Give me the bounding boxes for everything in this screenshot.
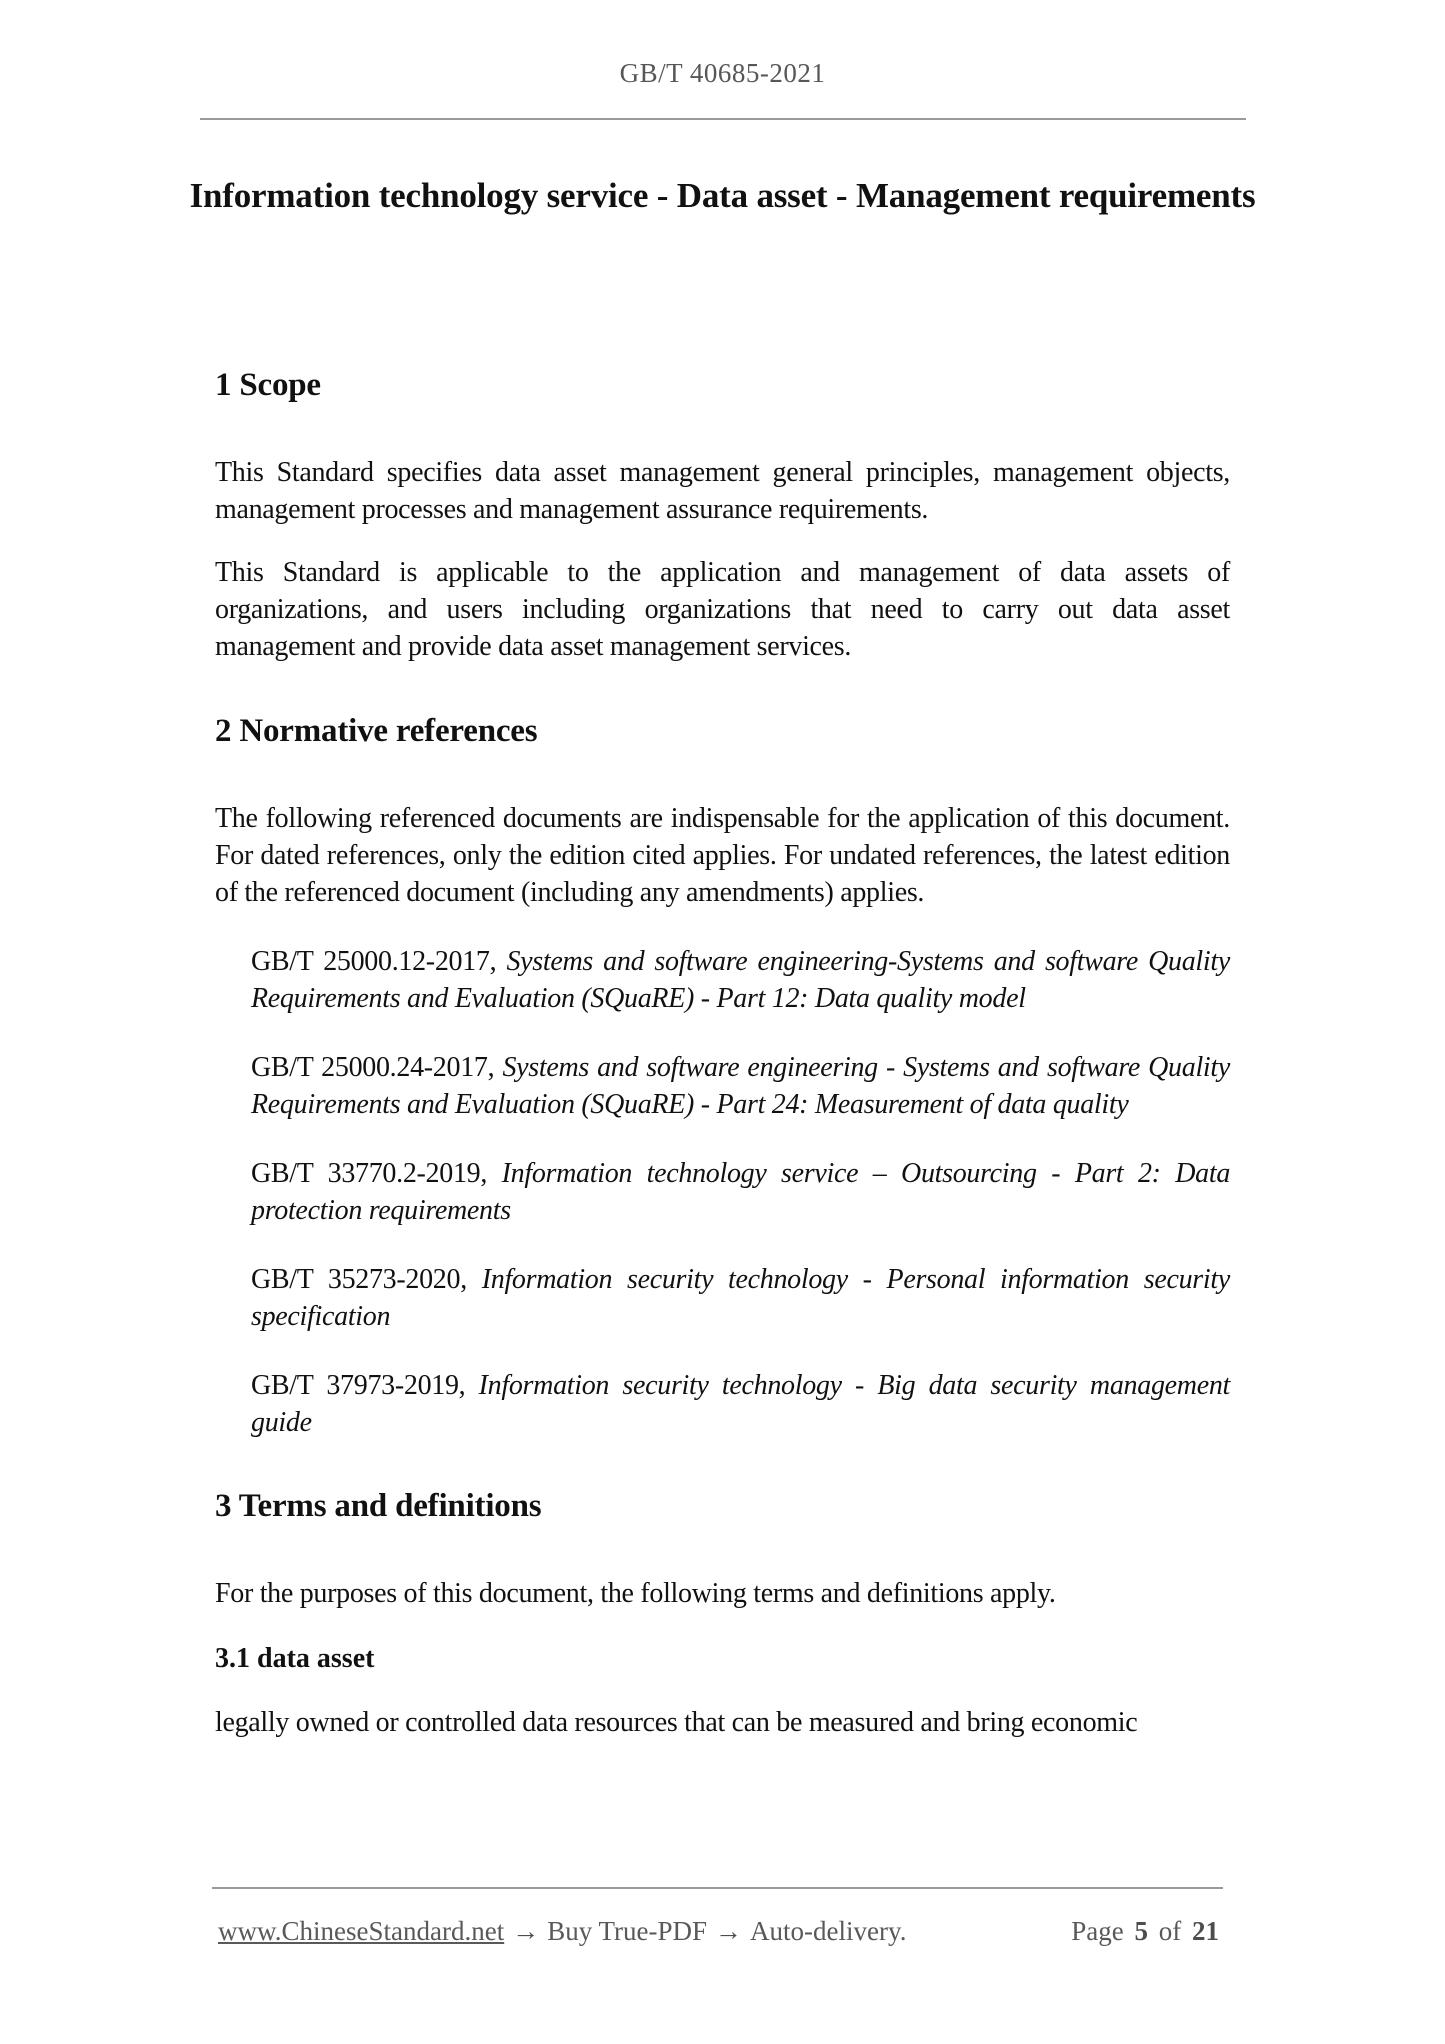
scope-paragraph-1: This Standard specifies data asset management general principles, management objects, management processes and management assurance requirements. bbox=[215, 457, 1230, 525]
page-total: 21 bbox=[1192, 1916, 1219, 1946]
reference-number: GB/T 37973-2019, bbox=[251, 1370, 466, 1401]
reference-number: GB/T 25000.12-2017, bbox=[251, 946, 497, 977]
reference-title: Systems and software engineering - Systems and software Quality Requirements and Evaluation (SQuaRE) - Part 24: Measurement of data quality bbox=[251, 1052, 1231, 1120]
reference-item bbox=[251, 943, 1230, 1017]
reference-title: Information security technology - Big data security management guide bbox=[251, 1370, 1230, 1438]
reference-item bbox=[251, 1049, 1230, 1123]
page-current: 5 bbox=[1134, 1916, 1148, 1946]
document-body bbox=[215, 364, 1230, 1741]
reference-item bbox=[251, 1155, 1230, 1229]
arrow-right-icon: → bbox=[715, 1916, 743, 1946]
reference-item bbox=[251, 1367, 1230, 1441]
footer-info bbox=[218, 1914, 906, 1948]
reference-number: GB/T 33770.2-2019, bbox=[251, 1158, 488, 1189]
page-footer bbox=[218, 1914, 1223, 1948]
reference-item bbox=[251, 1261, 1230, 1335]
chinesestandard-link[interactable]: www.ChineseStandard.net bbox=[218, 1916, 505, 1946]
reference-number: GB/T 25000.24-2017, bbox=[251, 1052, 495, 1083]
footer-rule bbox=[212, 1887, 1223, 1889]
reference-title: Systems and software engineering-Systems and software Quality Requirements and Evaluation (SQuaRE) - Part 12: Data quality model bbox=[251, 946, 1230, 1014]
doc-number: GB/T 40685-2021 bbox=[619, 58, 826, 88]
term-heading-data-asset: 3.1 data asset bbox=[215, 1643, 375, 1674]
of-label: of bbox=[1158, 1916, 1182, 1946]
reference-number: GB/T 35273-2020, bbox=[251, 1264, 467, 1295]
reference-title: Information technology service – Outsourcing - Part 2: Data protection requirements bbox=[251, 1158, 1231, 1226]
footer-buy-label: Buy True-PDF bbox=[547, 1916, 708, 1946]
scope-paragraph-2: This Standard is applicable to the application and management of data assets of organizations, and users including organizations that need to carry out data asset management and provide data asset management services. bbox=[215, 557, 1230, 662]
reference-title: Information security technology - Personal information security specification bbox=[251, 1264, 1230, 1332]
page-indicator bbox=[1071, 1914, 1223, 1948]
arrow-right-icon: → bbox=[512, 1916, 540, 1946]
header-rule bbox=[200, 118, 1246, 120]
footer-delivery-label: Auto-delivery. bbox=[750, 1916, 907, 1946]
running-header bbox=[0, 58, 1445, 88]
normative-intro-paragraph: The following referenced documents are indispensable for the application of this document. For dated references, only the edition cited applies. For undated references, the latest edition of the referenced document (including any amendments) applies. bbox=[215, 803, 1230, 908]
page-label: Page bbox=[1071, 1916, 1124, 1946]
doc-title: Information technology service - Data asset - Management requirements bbox=[189, 176, 1256, 215]
section-heading-scope: 1 Scope bbox=[215, 367, 321, 403]
section-heading-terms-definitions: 3 Terms and definitions bbox=[215, 1488, 542, 1524]
terms-intro-paragraph: For the purposes of this document, the following terms and definitions apply. bbox=[215, 1578, 1056, 1609]
term-definition-paragraph: legally owned or controlled data resources that can be measured and bring economic bbox=[215, 1707, 1138, 1738]
section-heading-normative-references: 2 Normative references bbox=[215, 713, 538, 749]
